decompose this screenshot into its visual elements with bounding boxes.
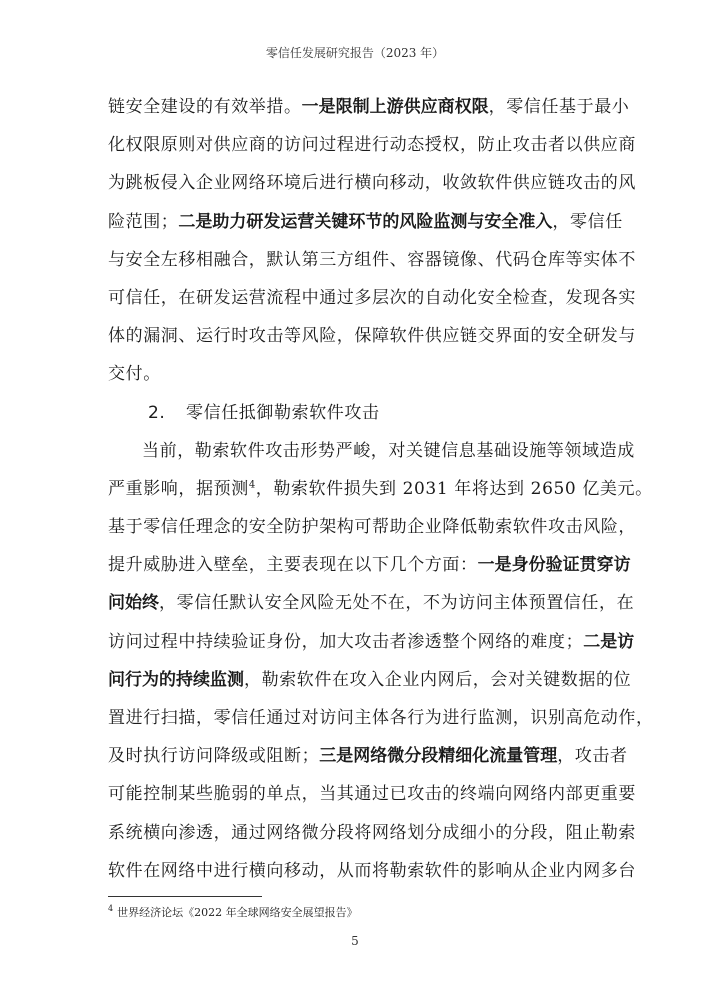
- text-span: ，勒索软件在攻入企业内网后，会对关键数据的位: [244, 669, 632, 690]
- bold-text: 一是身份验证贯穿访: [477, 555, 631, 576]
- text-line: 体的漏洞、运行时攻击等风险，保障软件供应链交界面的安全研发与: [108, 326, 636, 347]
- page-number: 5: [351, 934, 359, 948]
- text-span: 险范围；: [108, 211, 179, 232]
- footnote-mark: 4: [108, 904, 114, 914]
- bold-text: 二是访: [583, 631, 635, 652]
- section-number: 2.: [148, 402, 166, 423]
- footnote-divider: [108, 896, 262, 897]
- text-span: ，零信任基于最小: [488, 97, 630, 117]
- text-line: 软件在网络中进行横向移动，从而将勒索软件的影响从企业内网多台: [108, 860, 636, 881]
- text-line: 化权限原则对供应商的访问过程进行动态授权，防止攻击者以供应商: [108, 135, 636, 156]
- text-line: 与安全左移相融合，默认第三方组件、容器镜像、代码仓库等实体不: [108, 249, 636, 270]
- footnote-text: 世界经济论坛《2022 年全球网络安全展望报告》: [117, 906, 358, 919]
- section-title: 零信任抵御勒索软件攻击: [186, 402, 380, 423]
- footnote-reference[interactable]: 4: [248, 479, 256, 491]
- text-line: 可信任，在研发运营流程中通过多层次的自动化安全检查，发现各实: [108, 287, 636, 308]
- text-line: [108, 737, 628, 775]
- page-header: 零信任发展研究报告（2023 年）: [265, 46, 445, 60]
- text-line: [108, 203, 623, 241]
- paragraph-ransomware: [108, 432, 654, 890]
- paragraph-supply-chain: [108, 88, 636, 394]
- text-line: 置进行扫描，零信任通过对访问主体各行为进行监测，识别高危动作，: [108, 708, 654, 728]
- bold-text: 一是限制上游供应商权限: [301, 97, 489, 117]
- bold-text: 问行为的持续监测: [108, 669, 244, 690]
- text-line: [108, 623, 635, 661]
- text-span: 访问过程中持续验证身份，加大攻击者渗透整个网络的难度；: [108, 631, 584, 652]
- section-heading: [108, 394, 608, 432]
- text-span: 严重影响，据预测: [108, 478, 249, 499]
- bold-text: 二是助力研发运营关键环节的风险监测与安全准入: [178, 211, 553, 232]
- text-line: 交付。: [108, 364, 161, 385]
- page-body: [108, 88, 654, 890]
- text-span: 链安全建设的有效举措。: [108, 97, 302, 117]
- text-line: 基于零信任理念的安全防护架构可帮助企业降低勒索软件攻击风险，: [108, 517, 636, 538]
- text-line: [108, 470, 653, 508]
- text-span: ，攻击者: [557, 746, 628, 767]
- bold-text: 问始终: [108, 593, 159, 614]
- footnote: [108, 904, 358, 920]
- text-span: 提升威胁进入壁垒，主要表现在以下几个方面：: [108, 555, 478, 576]
- text-span: ，零信任默认安全风险无处不在，不为访问主体预置信任，在: [159, 593, 635, 614]
- text-line: 系统横向渗透，通过网络微分段将网络划分成细小的分段，阻止勒索: [108, 822, 636, 843]
- text-line: 为跳板侵入企业网络环境后进行横向移动，收敛软件供应链攻击的风: [108, 173, 636, 194]
- text-span: 及时执行访问降级或阻断；: [108, 746, 320, 767]
- text-span: ，勒索软件损失到 2031 年将达到 2650 亿美元。: [255, 478, 653, 499]
- text-line: 可能控制某些脆弱的单点，当其通过已攻击的终端向网络内部更重要: [108, 784, 636, 805]
- text-line: [108, 88, 630, 126]
- text-line: [108, 584, 635, 622]
- text-span: ，零信任: [552, 211, 623, 232]
- text-line: [108, 546, 631, 584]
- text-line: [108, 661, 632, 699]
- bold-text: 三是网络微分段精细化流量管理: [319, 746, 558, 767]
- text-line: 当前，勒索软件攻击形势严峻，对关键信息基础设施等领域造成: [142, 440, 635, 461]
